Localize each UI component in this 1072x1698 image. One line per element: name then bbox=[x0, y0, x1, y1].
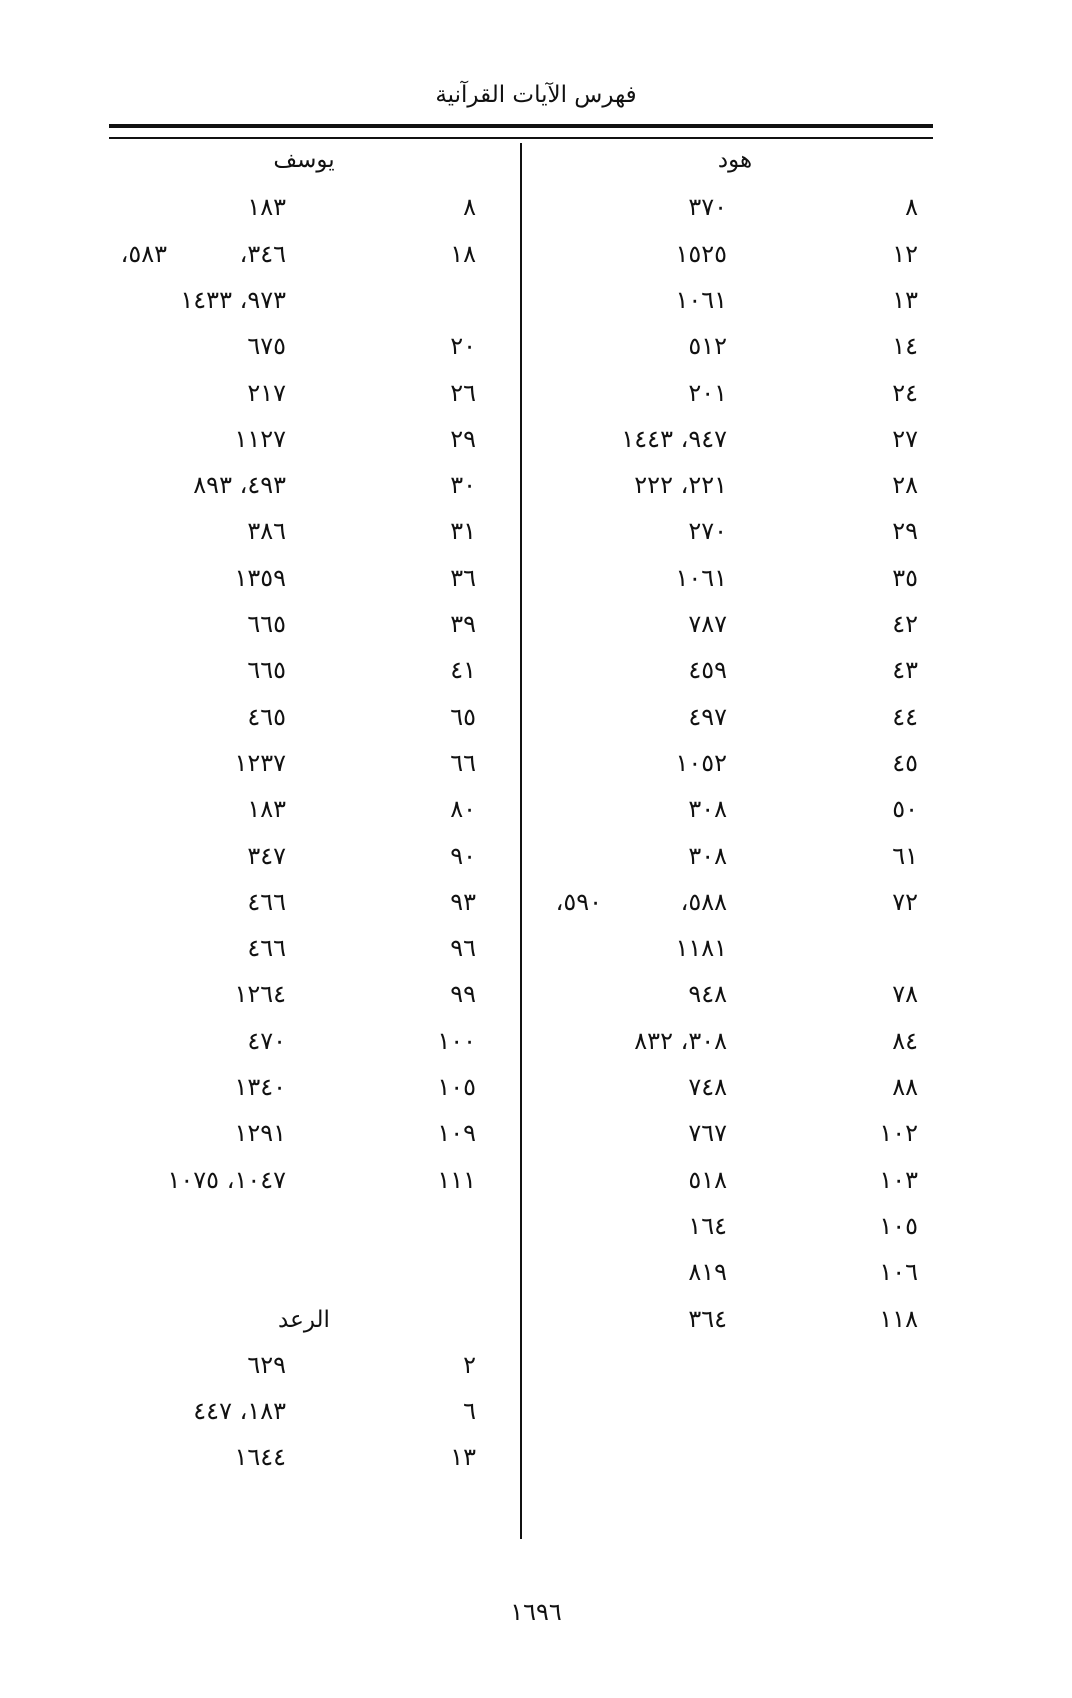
ayah-number: ٢٠ bbox=[450, 332, 476, 361]
page-refs: ٣٠٨ bbox=[688, 841, 727, 870]
ayah-number: ٢٨ bbox=[892, 471, 918, 500]
page-refs: ٣٨٦ bbox=[247, 517, 286, 546]
ayah-number: ٦ bbox=[463, 1397, 476, 1426]
ayah-number: ١٠٣ bbox=[879, 1165, 918, 1194]
page-refs: ٧٨٧ bbox=[688, 610, 727, 638]
page-refs: ٣٧٠ bbox=[688, 193, 727, 222]
page-refs: ٣٦٤ bbox=[688, 1304, 727, 1333]
ayah-number: ٩٣ bbox=[450, 887, 476, 916]
ayah-number: ٩٠ bbox=[450, 841, 476, 870]
running-header: فهرس الآيات القرآنية bbox=[435, 82, 637, 108]
ayah-number: ١٠٥ bbox=[437, 1073, 476, 1101]
page-refs: ٩٧٣، ١٤٣٣ bbox=[180, 285, 286, 314]
page-refs-continued: ٥٩٠، bbox=[555, 887, 602, 916]
ayah-number: ١٣ bbox=[450, 1443, 476, 1472]
column-divider bbox=[520, 143, 522, 1539]
page-refs: ١١٨١ bbox=[675, 934, 727, 963]
page-refs: ١٨٣ bbox=[247, 795, 286, 824]
page-refs: ١٥٢٥ bbox=[675, 239, 727, 268]
ayah-number: ٣١ bbox=[450, 517, 476, 546]
page-refs: ٦٦٥ bbox=[247, 656, 286, 685]
ayah-number: ٣٥ bbox=[892, 563, 918, 592]
page-refs: ٢٢١، ٢٢٢ bbox=[634, 471, 727, 500]
page-refs: ١٨٣ bbox=[247, 193, 286, 222]
surah-title: هود bbox=[717, 147, 753, 173]
ayah-number: ٥٠ bbox=[892, 795, 918, 824]
ayah-number: ٣٠ bbox=[450, 471, 476, 500]
page-refs: ٣٠٨، ٨٣٢ bbox=[634, 1026, 727, 1055]
ayah-number: ٩٦ bbox=[450, 934, 476, 963]
page-refs: ١٦٤٤ bbox=[234, 1443, 286, 1472]
ayah-number: ١٠٩ bbox=[437, 1119, 476, 1148]
ayah-number: ١٠٠ bbox=[437, 1026, 476, 1055]
page-refs: ١٨٣، ٤٤٧ bbox=[193, 1397, 286, 1426]
ayah-number: ٢٩ bbox=[892, 517, 918, 546]
page-refs: ١٢٩١ bbox=[234, 1119, 286, 1148]
page-refs: ٥١٨ bbox=[688, 1165, 727, 1194]
page-refs: ٩٤٧، ١٤٤٣ bbox=[621, 424, 727, 453]
ayah-number: ٢ bbox=[463, 1350, 476, 1379]
page-refs: ١١٢٧ bbox=[234, 424, 286, 453]
ayah-number: ٩٩ bbox=[450, 980, 476, 1009]
page-refs-continued: ٥٨٣، bbox=[120, 239, 167, 268]
page-refs: ١٢٣٧ bbox=[234, 748, 286, 777]
ayah-number: ١٨ bbox=[450, 239, 476, 268]
ayah-number: ١٠٦ bbox=[879, 1258, 918, 1287]
page-number: ١٦٩٦ bbox=[510, 1598, 562, 1626]
page-refs: ٤٩٧ bbox=[688, 702, 727, 731]
page-refs: ٢٠١ bbox=[688, 378, 727, 407]
ayah-number: ٤٤ bbox=[892, 702, 918, 731]
ayah-number: ٣٦ bbox=[450, 563, 476, 592]
page-refs: ٤٦٦ bbox=[247, 934, 286, 963]
page-refs: ٢١٧ bbox=[247, 378, 286, 407]
page-refs: ١٠٦١ bbox=[675, 285, 727, 314]
page-refs: ٥٨٨، bbox=[680, 887, 727, 916]
ayah-number: ٨٠ bbox=[450, 795, 476, 824]
ayah-number: ٢٦ bbox=[450, 378, 476, 407]
page-refs: ٢٧٠ bbox=[688, 517, 727, 546]
ayah-number: ١٣ bbox=[892, 285, 918, 314]
page-refs: ١٢٦٤ bbox=[234, 980, 286, 1009]
ayah-number: ٨٨ bbox=[892, 1073, 918, 1101]
page-refs: ١٣٤٠ bbox=[234, 1073, 286, 1101]
page-refs: ٤٥٩ bbox=[688, 656, 727, 685]
page-refs: ٤٩٣، ٨٩٣ bbox=[193, 471, 286, 500]
page-refs: ٤٦٥ bbox=[247, 702, 286, 731]
page-refs: ٨١٩ bbox=[688, 1258, 727, 1287]
page-refs: ١٠٤٧، ١٠٧٥ bbox=[167, 1165, 286, 1194]
page-refs: ٤٧٠ bbox=[247, 1026, 286, 1055]
page-refs: ٦٢٩ bbox=[247, 1350, 286, 1379]
ayah-number: ٨ bbox=[463, 193, 476, 222]
ayah-number: ١١١ bbox=[437, 1165, 476, 1194]
page-refs: ١٣٥٩ bbox=[234, 563, 286, 592]
page-refs: ٧٦٧ bbox=[688, 1119, 727, 1148]
ayah-number: ٢٤ bbox=[892, 378, 918, 407]
ayah-number: ١٢ bbox=[892, 239, 918, 268]
surah-title: يوسف bbox=[273, 147, 335, 173]
header-rule-thin bbox=[109, 137, 933, 139]
ayah-number: ٢٩ bbox=[450, 424, 476, 453]
page-refs: ٣٠٨ bbox=[688, 795, 727, 824]
ayah-number: ٢٧ bbox=[892, 424, 918, 453]
page-refs: ٦٧٥ bbox=[247, 332, 286, 361]
surah-title: الرعد bbox=[278, 1306, 330, 1333]
ayah-number: ١٠٥ bbox=[879, 1211, 918, 1240]
ayah-number: ٨٤ bbox=[892, 1026, 918, 1055]
page-refs: ١٦٤ bbox=[688, 1211, 727, 1240]
ayah-number: ١٤ bbox=[892, 332, 918, 361]
ayah-number: ٦٥ bbox=[450, 702, 476, 731]
ayah-number: ٨ bbox=[905, 193, 918, 222]
ayah-number: ٧٨ bbox=[892, 980, 918, 1009]
header-rule-thick bbox=[109, 124, 933, 128]
ayah-number: ٦٦ bbox=[450, 748, 476, 777]
page-refs: ٩٤٨ bbox=[688, 980, 727, 1009]
ayah-number: ٤٥ bbox=[892, 748, 918, 777]
ayah-number: ١١٨ bbox=[879, 1304, 918, 1333]
page-refs: ٥١٢ bbox=[688, 332, 727, 361]
ayah-number: ٤٣ bbox=[892, 656, 918, 685]
ayah-number: ٤١ bbox=[450, 656, 476, 685]
page-refs: ١٠٦١ bbox=[675, 563, 727, 592]
page-refs: ٧٤٨ bbox=[688, 1073, 727, 1101]
page-refs: ٣٤٦، bbox=[239, 239, 286, 268]
page-refs: ٦٦٥ bbox=[247, 610, 286, 638]
ayah-number: ٣٩ bbox=[450, 610, 476, 638]
ayah-number: ٤٢ bbox=[892, 610, 918, 638]
page-refs: ٤٦٦ bbox=[247, 887, 286, 916]
page-refs: ٣٤٧ bbox=[247, 841, 286, 870]
ayah-number: ٦١ bbox=[892, 841, 918, 870]
page-refs: ١٠٥٢ bbox=[675, 748, 727, 777]
ayah-number: ٧٢ bbox=[892, 887, 918, 916]
ayah-number: ١٠٢ bbox=[879, 1119, 918, 1148]
